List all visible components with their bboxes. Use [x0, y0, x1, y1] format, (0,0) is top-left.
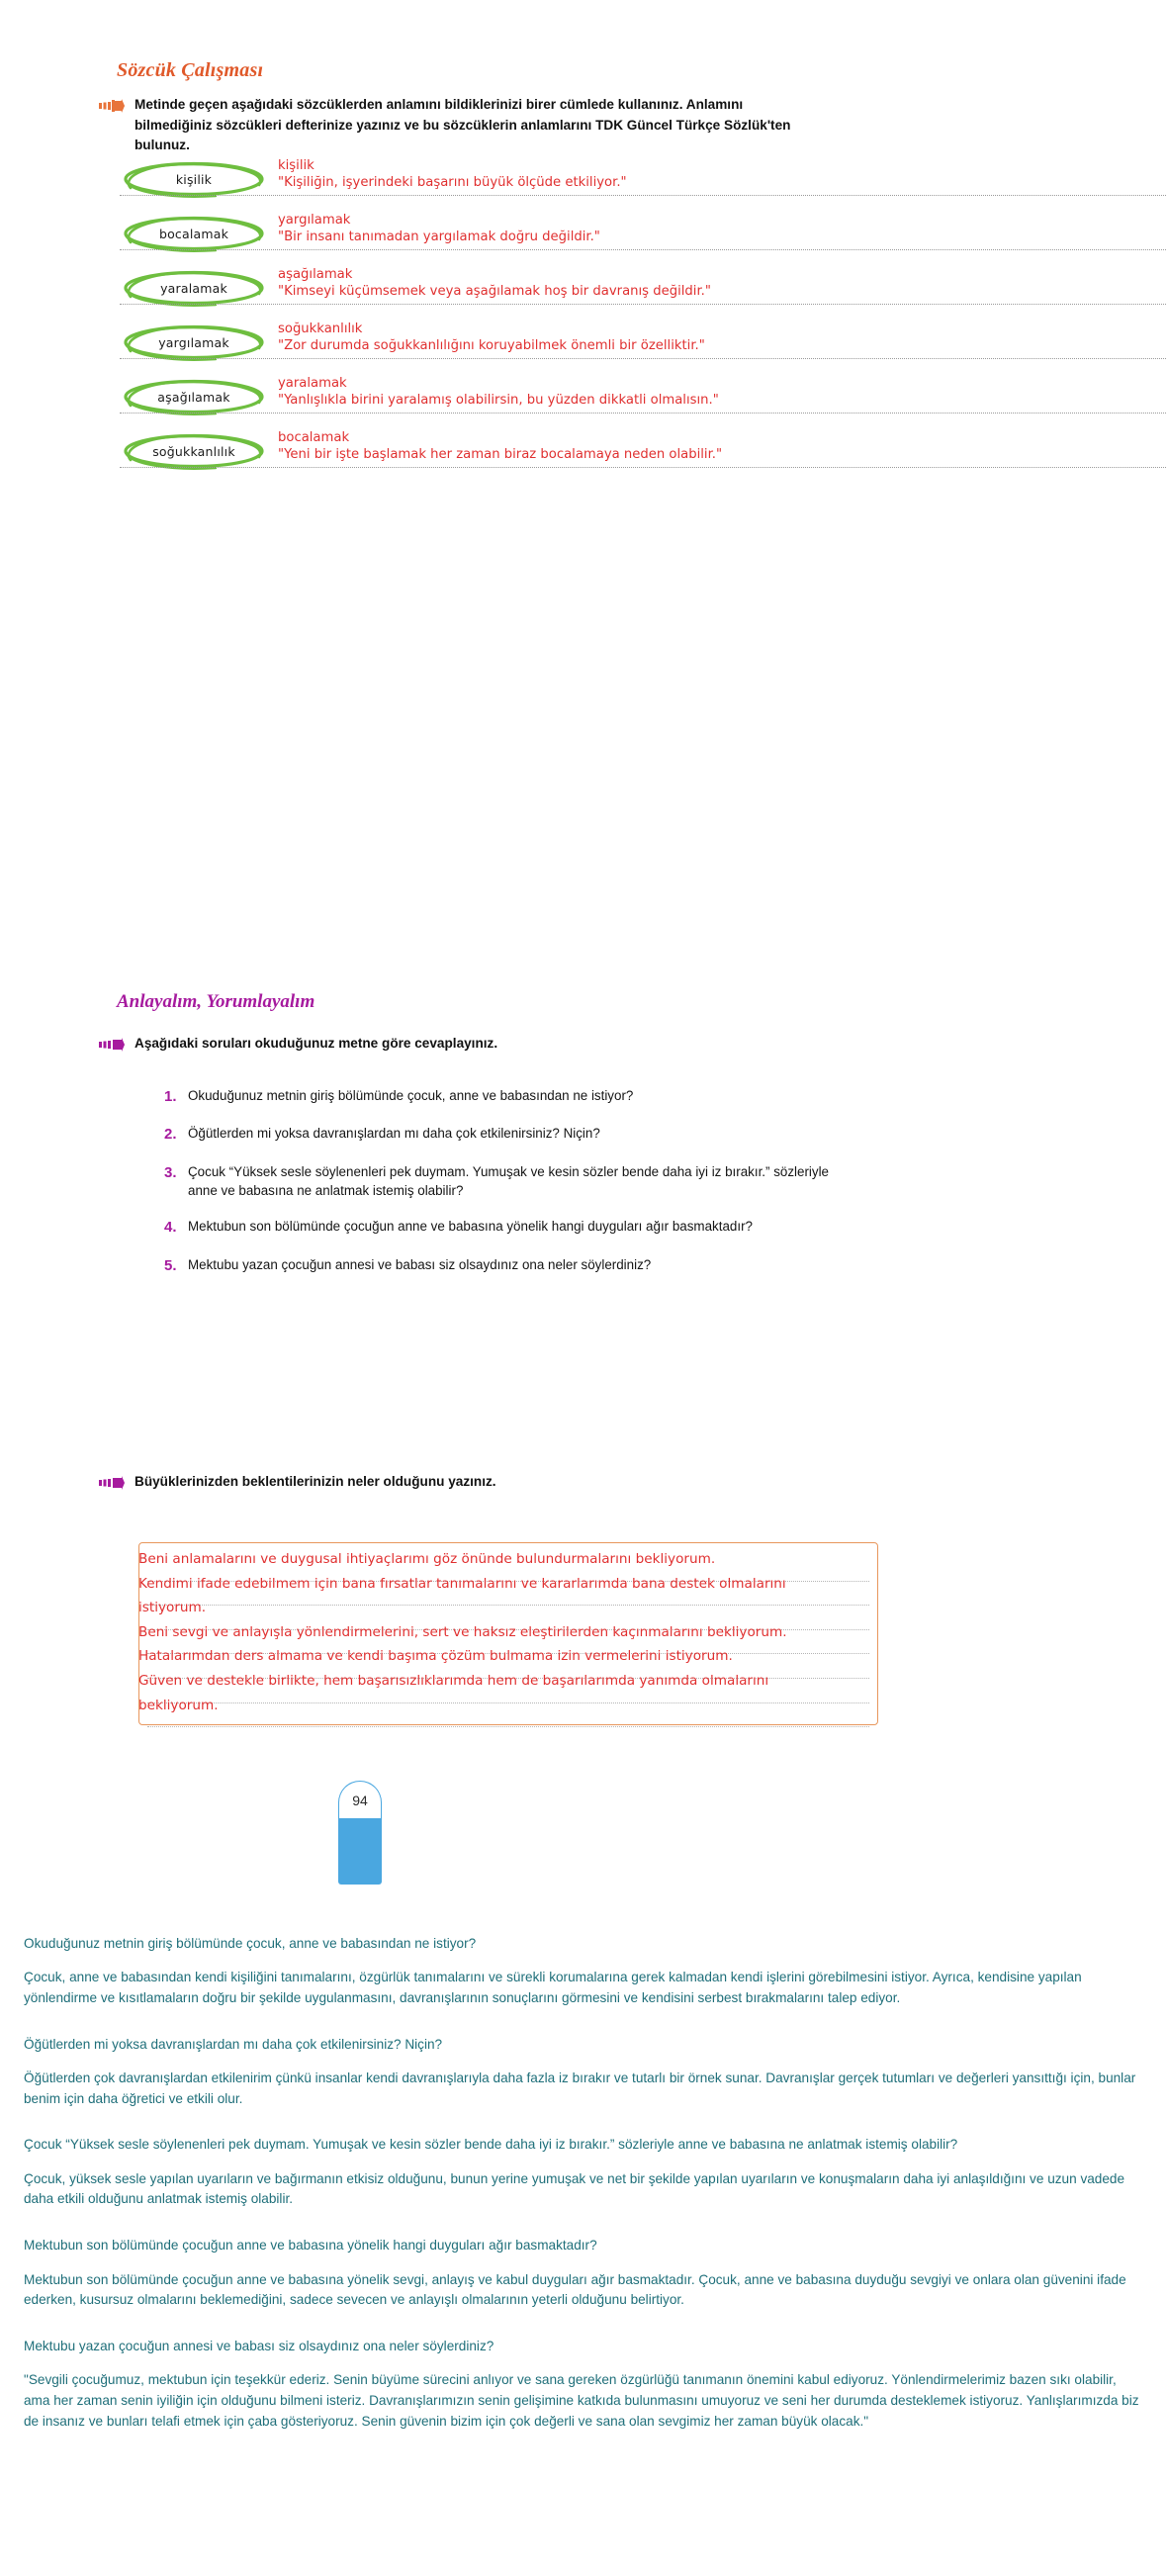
transcript-answer: Mektubun son bölümünde çocuğun anne ve babasına yönelik sevgi, anlayış ve kabul duyguları ağır basmaktadır. Çocuk, anne ve babasına duyduğu sevgiyi ve onlara olan güvenini ifade ederken, kusursuz olmalarını beklemediğini, sadece sevecen ve anlayışlı olmalarının yeterli olduğunu belirtiyor.: [24, 2271, 1126, 2308]
instruction-text-3: Büyüklerinizden beklentilerinizin neler olduğunu yazınız.: [135, 1474, 496, 1489]
dotted-rule: [120, 467, 1167, 468]
answer-word: bocalamak: [278, 430, 350, 445]
transcript-answer: Çocuk, yüksek sesle yapılan uyarıların ve bağırmanın etkisiz olduğunu, bunun yerine yumuşak ve net bir şekilde yapılan uyarıların ve konuşmaların daha iyi anlaşıldığını ve uzun vadede daha etkili olduğunu anlatmak istemiş olabilir.: [24, 2170, 1125, 2207]
word-bubble[interactable]: [109, 158, 279, 200]
question-text: Öğütlerden mi yoksa davranışlardan mı daha çok etkilenirsiniz? Niçin?: [188, 1126, 600, 1142]
answer-item[interactable]: [278, 267, 891, 322]
answer-sentence: "Yeni bir işte başlamak her zaman biraz bocalamaya neden olabilir.": [278, 446, 723, 462]
question-text: Mektubun son bölümünde çocuğun anne ve babasına yönelik hangi duyguları ağır basmaktadır?: [188, 1219, 753, 1235]
question-item[interactable]: [164, 1255, 856, 1276]
instruction-text-1: Metinde geçen aşağıdaki sözcüklerden anlamını bildiklerinizi birer cümlede kullanınız. Anlamını bilmediğiniz sözcükleri defterinize yazınız ve bu sözcüklerin anlamlarını TDK Güncel Türkçe Sözlük'ten bulunuz.: [135, 97, 791, 153]
answer-sentence: "Zor durumda soğukkanlılığını koruyabilmek önemli bir özelliktir.": [278, 337, 705, 353]
question-item[interactable]: [164, 1162, 856, 1201]
answer-sentence: "Bir insanı tanımadan yargılamak doğru değildir.": [278, 229, 600, 244]
page-number: 94: [338, 1781, 382, 1818]
answer-word: yargılamak: [278, 213, 351, 228]
instruction-row-3: [99, 1472, 890, 1493]
word-bubble[interactable]: [109, 267, 279, 309]
answer-item[interactable]: [278, 322, 891, 376]
transcript-question: Öğütlerden mi yoksa davranışlardan mı daha çok etkilenirsiniz? Niçin?: [24, 2036, 443, 2052]
instruction-text-2: Aşağıdaki soruları okuduğunuz metne göre cevaplayınız.: [135, 1036, 498, 1051]
free-answer-line: Kendimi ifade edebilmem için bana fırsatlar tanımalarını ve kararlarımda bana destek olmalarını: [138, 1575, 786, 1592]
transcript-question: Mektubu yazan çocuğun annesi ve babası siz olsaydınız ona neler söylerdiniz?: [24, 2338, 494, 2353]
question-text: Okuduğunuz metnin giriş bölümünde çocuk, anne ve babasından ne istiyor?: [188, 1088, 634, 1103]
free-answer-line: istiyorum.: [138, 1600, 207, 1616]
instruction-row-2: [99, 1034, 890, 1055]
dotted-rule: [120, 358, 1167, 359]
answer-sentence: "Yanlışlıkla birini yaralamış olabilirsin, bu yüzden dikkatli olmalısın.": [278, 392, 719, 408]
word-bubble[interactable]: [109, 376, 279, 417]
free-answer-line: Beni anlamalarını ve duygusal ihtiyaçlarımı göz önünde bulundurmalarını bekliyorum.: [138, 1551, 716, 1567]
question-item[interactable]: [164, 1086, 856, 1107]
answer-item[interactable]: [278, 430, 891, 485]
answer-sentence: "Kimseyi küçümsemek veya aşağılamak hoş bir davranış değildir.": [278, 283, 711, 299]
question-number: 5.: [164, 1256, 177, 1274]
word-bubble-label: soğukkanlılık: [152, 443, 235, 459]
answer-word: kişilik: [278, 158, 314, 173]
question-item[interactable]: [164, 1124, 856, 1145]
answer-word: soğukkanlılık: [278, 322, 363, 336]
rule-line: [147, 1679, 869, 1703]
answer-word: yaralamak: [278, 376, 347, 391]
section-title-anlayalim-yorumlayalim: Anlayalım, Yorumlayalım: [117, 991, 315, 1012]
word-bubble[interactable]: [109, 322, 279, 363]
free-answer-line: bekliyorum.: [138, 1697, 219, 1713]
answer-word: aşağılamak: [278, 267, 353, 282]
question-text: Çocuk “Yüksek sesle söylenenleri pek duymam. Yumuşak ve kesin sözler bende daha iyi iz bırakır.” sözleriyle anne ve babasına ne anlatmak istemiş olabilir?: [188, 1163, 830, 1199]
word-bubble-list: [109, 158, 282, 485]
free-answer-line: Hatalarımdan ders almama ve kendi başıma çözüm bulmama izin vermelerini istiyorum.: [138, 1648, 733, 1665]
arrow-bullet-icon: [99, 1475, 125, 1491]
dotted-rule: [120, 249, 1167, 250]
ruled-lines: [147, 1557, 869, 1727]
page-badge-tail: [338, 1818, 382, 1885]
answer-item[interactable]: [278, 213, 891, 267]
rule-line: [147, 1630, 869, 1655]
question-number: 4.: [164, 1219, 177, 1237]
arrow-bullet-icon: [99, 98, 125, 114]
transcript-question: Okuduğunuz metnin giriş bölümünde çocuk, anne ve babasından ne istiyor?: [24, 1936, 477, 1951]
question-list: [164, 1086, 856, 1293]
transcript-question: Mektubun son bölümünde çocuğun anne ve babasına yönelik hangi duyguları ağır basmaktadır?: [24, 2238, 597, 2254]
word-bubble[interactable]: [109, 430, 279, 472]
question-number: 2.: [164, 1126, 177, 1144]
transcript-question: Çocuk “Yüksek sesle söylenenleri pek duymam. Yumuşak ve kesin sözler bende daha iyi iz bırakır.” sözleriyle anne ve babasına ne anlatmak istemiş olabilir?: [24, 2137, 958, 2153]
word-bubble-label: kişilik: [175, 171, 213, 187]
rule-line: [147, 1703, 869, 1728]
word-bubble-label: aşağılamak: [157, 389, 230, 405]
transcript-answer: "Sevgili çocuğumuz, mektubun için teşekkür ederiz. Senin büyüme sürecini anlıyor ve sana gereken özgürlüğü tanımanın önemini kabul ediyoruz. Yönlendirmelerimiz bazen sıkı olabilir, ama her zaman senin iyiliğin için olduğunu bilmeni isteriz. Davranışlarımızın senin gelişimine katkıda bulunmasını umuyoruz ve seni her durumda desteklemek istiyoruz. Yanlışlarımızda biz de insanız ve bunları telafi etmek için çaba gösteriyoruz. Senin güvenin bizim için çok değerli ve sana olan sevgimiz her zaman büyük olacak.": [24, 2372, 1139, 2429]
word-bubble[interactable]: [109, 213, 279, 254]
word-bubble-label: bocalamak: [158, 226, 229, 241]
page-number-badge: [338, 1781, 382, 1885]
free-answer-line: Beni sevgi ve anlayışla yönlendirmelerini, sert ve haksız eleştirilerden kaçınmalarını bekliyorum.: [138, 1623, 787, 1640]
free-answer-box[interactable]: [138, 1542, 878, 1725]
question-item[interactable]: [164, 1217, 856, 1238]
section-title-sozcuk-calismasi: Sözcük Çalışması: [117, 59, 264, 81]
dotted-rule: [120, 413, 1167, 414]
word-bubble-label: yaralamak: [160, 280, 227, 296]
answer-sentence: "Kişiliğin, işyerindeki başarını büyük ölçüde etkiliyor.": [278, 174, 627, 190]
answer-item[interactable]: [278, 376, 891, 430]
dotted-rule: [120, 304, 1167, 305]
question-number: 3.: [164, 1163, 177, 1181]
arrow-bullet-icon: [99, 1037, 125, 1053]
answer-list: [278, 158, 891, 485]
question-text: Mektubu yazan çocuğun annesi ve babası siz olsaydınız ona neler söylerdiniz?: [188, 1256, 652, 1272]
dotted-rule: [120, 195, 1167, 196]
rule-line: [147, 1654, 869, 1679]
rule-line: [147, 1582, 869, 1607]
transcript-area: [0, 1934, 1167, 2497]
question-number: 1.: [164, 1088, 177, 1105]
word-bubble-label: yargılamak: [158, 334, 229, 350]
rule-line: [147, 1606, 869, 1630]
transcript-answer: Çocuk, anne ve babasından kendi kişiliğini tanımalarını, özgürlük tanımalarını ve sürekli korumalarına gerek kalmadan kendi işlerini görebilmesini istiyor. Ayrıca, kendisine yapılan yönlendirme ve kısıtlamaların doğru bir şekilde uygulanmasını, davranışlarının sonuçlarını görmesini ve kendisini serbest bırakmalarını talep ediyor.: [24, 1970, 1082, 2006]
transcript-answer: Öğütlerden çok davranışlardan etkilenirim çünkü insanlar kendi davranışlarıyla daha fazla iz bırakır ve tutarlı bir örnek sunar. Davranışlar gerçek tutumları ve değerleri yansıttığı için, bunlar benim için daha öğretici ve etkili olur.: [24, 2070, 1136, 2106]
instruction-row-1: [99, 95, 890, 156]
rule-line: [147, 1557, 869, 1582]
answer-item[interactable]: [278, 158, 891, 213]
free-answer-line: Güven ve destekle birlikte, hem başarısızlıklarımda hem de başarılarımda yanımda olmalarını: [138, 1672, 769, 1689]
